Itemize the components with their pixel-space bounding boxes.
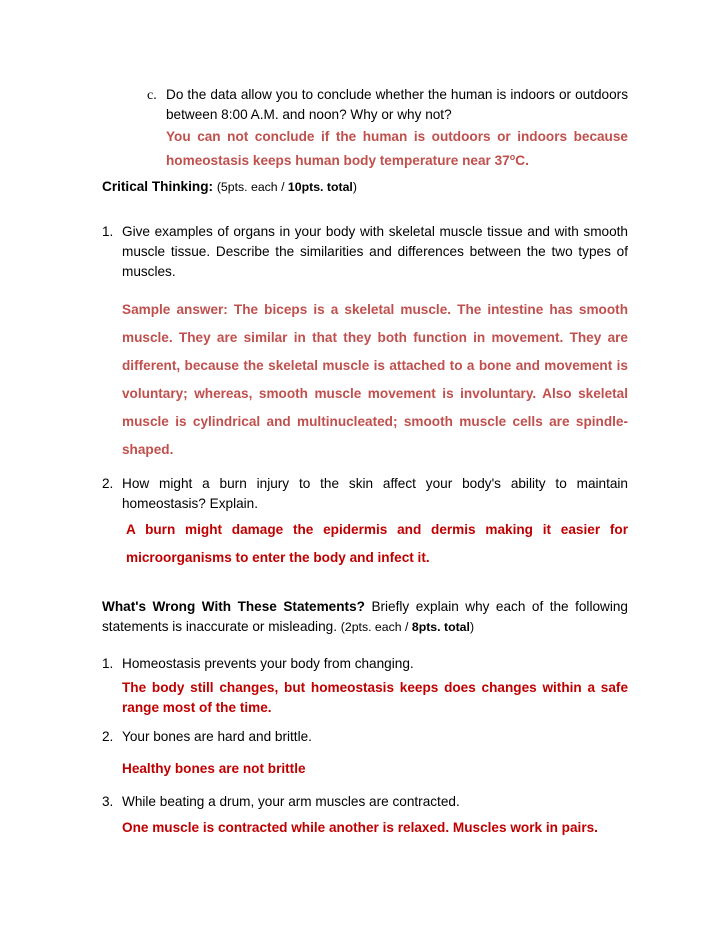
item-c-question: Do the data allow you to conclude whether the human is indoors or outdoors between 8:00 A.M. and noon? Why or why not?	[166, 87, 628, 122]
ct-q2-question: How might a burn injury to the skin affect your body's ability to maintain homeostasis? Explain.	[122, 476, 628, 511]
ct-q1-question: Give examples of organs in your body with skeletal muscle tissue and with smooth muscle tissue. Describe the similarities and differences between the two types of muscles.	[122, 224, 628, 279]
item-c-marker: c.	[147, 88, 157, 103]
ct-q2-answer: A burn might damage the epidermis and dermis making it easier for microorganisms to enter the body and infect it.	[126, 522, 628, 565]
ww-s2-answer: Healthy bones are not brittle	[122, 761, 306, 776]
ww-s1-answer: The body still changes, but homeostasis keeps does changes within a safe range most of the time.	[122, 680, 628, 715]
ww-s3-number: 3.	[102, 794, 114, 809]
ww-s3-statement: While beating a drum, your arm muscles are contracted.	[122, 794, 460, 809]
item-c-answer: You can not conclude if the human is outdoors or indoors because homeostasis keeps human body temperature near 37$^o$C.	[166, 129, 628, 168]
ww-s3-answer: One muscle is contracted while another is relaxed. Muscles work in pairs.	[122, 820, 598, 835]
ct-q1-answer: Sample answer: The biceps is a skeletal muscle. The intestine has smooth muscle. They are similar in that they both function in movement. They are different, because the skeletal muscle is attached to a bone and movement is voluntary; whereas, smooth muscle movement is involuntary. Also skeletal muscle is cylindrical and multinucleated; smooth muscle cells are spindle-shaped.	[122, 302, 628, 457]
ww-s1-number: 1.	[102, 656, 114, 671]
ww-s1-statement: Homeostasis prevents your body from changing.	[122, 656, 414, 671]
critical-thinking-heading: Critical Thinking: (5pts. each / 10pts. total)	[102, 179, 357, 194]
whats-wrong-heading: What's Wrong With These Statements? Briefly explain why each of the following statements is inaccurate or misleading. (2pts. each / 8pts. total)	[102, 599, 628, 634]
ww-s2-statement: Your bones are hard and brittle.	[122, 729, 312, 744]
ct-q1-number: 1.	[102, 224, 114, 239]
ct-q2-number: 2.	[102, 476, 114, 491]
ww-s2-number: 2.	[102, 729, 114, 744]
